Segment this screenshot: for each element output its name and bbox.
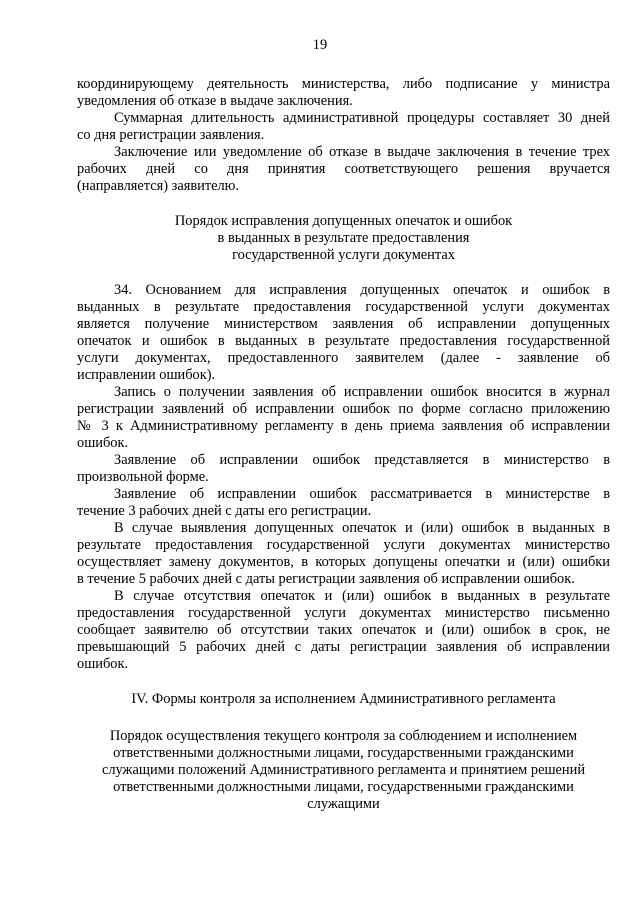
paragraph-duration bbox=[77, 110, 610, 144]
text-line: В случае выявления допущенных опечаток и (или) ошибок в выданных в bbox=[114, 520, 610, 536]
text-line: ошибок. bbox=[77, 656, 129, 672]
heading-line: ответственными должностными лицами, государственными гражданскими bbox=[113, 745, 574, 761]
text-line: сообщает заявителю об отсутствии таких опечаток и (или) ошибок в срок, не bbox=[77, 622, 610, 638]
text-line: осуществляет замену документов, в которых допущены опечатки и (или) ошибки bbox=[77, 554, 610, 570]
heading-line: ответственными должностными лицами, государственными гражданскими bbox=[113, 779, 574, 795]
paragraph-replacement bbox=[77, 520, 610, 588]
text-line: Суммарная длительность административной процедуры составляет 30 дней bbox=[114, 110, 610, 126]
document-text bbox=[77, 76, 610, 813]
text-line: В случае отсутствия опечаток и (или) ошибок в выданных в результате bbox=[114, 588, 610, 604]
text-line: рабочих дней со дня принятия соответствующего решения вручается bbox=[77, 161, 610, 177]
paragraph-absence bbox=[77, 588, 610, 673]
heading-line: служащими bbox=[307, 796, 380, 812]
heading-line: в выданных в результате предоставления bbox=[217, 230, 470, 246]
text-line: Заявление об исправлении ошибок рассматривается в министерстве в bbox=[114, 486, 610, 502]
paragraph-continuation bbox=[77, 76, 610, 110]
page-number: 19 bbox=[312, 37, 328, 53]
text-line: Заявление об исправлении ошибок представляется в министерство в bbox=[114, 452, 610, 468]
text-line: Заключение или уведомление об отказе в выдаче заключения в течение трех bbox=[114, 144, 610, 160]
text-line: уведомления об отказе в выдаче заключения. bbox=[77, 93, 353, 109]
subheading-corrections bbox=[77, 213, 610, 264]
text-line: результате предоставления государственной услуги документах министерство bbox=[77, 537, 610, 553]
heading-line: Порядок исправления допущенных опечаток и ошибок bbox=[174, 213, 513, 229]
text-line: предоставления государственной услуги документах министерство письменно bbox=[77, 605, 610, 621]
text-line: услуги документах, предоставленного заявителем (далее - заявление об bbox=[77, 350, 610, 366]
paragraph-form bbox=[77, 452, 610, 486]
text-line: Запись о получении заявления об исправлении ошибок вносится в журнал bbox=[114, 384, 610, 400]
paragraph-review bbox=[77, 486, 610, 520]
text-line: течение 3 рабочих дней с даты его регистрации. bbox=[77, 503, 372, 519]
heading-line: государственной услуги документах bbox=[232, 247, 455, 263]
subheading-control bbox=[77, 728, 610, 813]
heading-line: служащими положений Административного регламента и принятием решений bbox=[101, 762, 586, 778]
text-line: 34. Основанием для исправления допущенных опечаток и ошибок в bbox=[114, 282, 610, 298]
text-line: регистрации заявлений об исправлении ошибок по форме согласно приложению bbox=[77, 401, 610, 417]
text-line: произвольной форме. bbox=[77, 469, 209, 485]
paragraph-34 bbox=[77, 282, 610, 384]
paragraph-journal bbox=[77, 384, 610, 452]
text-line: в течение 5 рабочих дней с даты регистрации заявления об исправлении ошибок. bbox=[77, 571, 575, 587]
text-line: (направляется) заявителю. bbox=[77, 178, 240, 194]
text-line: № 3 к Административному регламенту в день приема заявления об исправлении bbox=[77, 418, 610, 434]
text-line: является получение министерством заявления об исправлении допущенных bbox=[77, 316, 610, 332]
text-line: со дня регистрации заявления. bbox=[77, 127, 265, 143]
paragraph-delivery bbox=[77, 144, 610, 195]
text-line: координирующему деятельность министерства, либо подписание у министра bbox=[77, 76, 610, 92]
text-line: ошибок. bbox=[77, 435, 129, 451]
text-line: выданных в результате предоставления государственной услуги документах bbox=[77, 299, 610, 315]
text-line: превышающий 5 рабочих дней с даты регистрации заявления об исправлении bbox=[77, 639, 610, 655]
text-line: опечаток и ошибок в выданных в результате предоставления государственной bbox=[77, 333, 610, 349]
section-heading: IV. Формы контроля за исполнением Административного регламента bbox=[131, 691, 556, 707]
text-line: исправлении ошибок). bbox=[77, 367, 216, 383]
heading-line: Порядок осуществления текущего контроля за соблюдением и исполнением bbox=[109, 728, 578, 744]
